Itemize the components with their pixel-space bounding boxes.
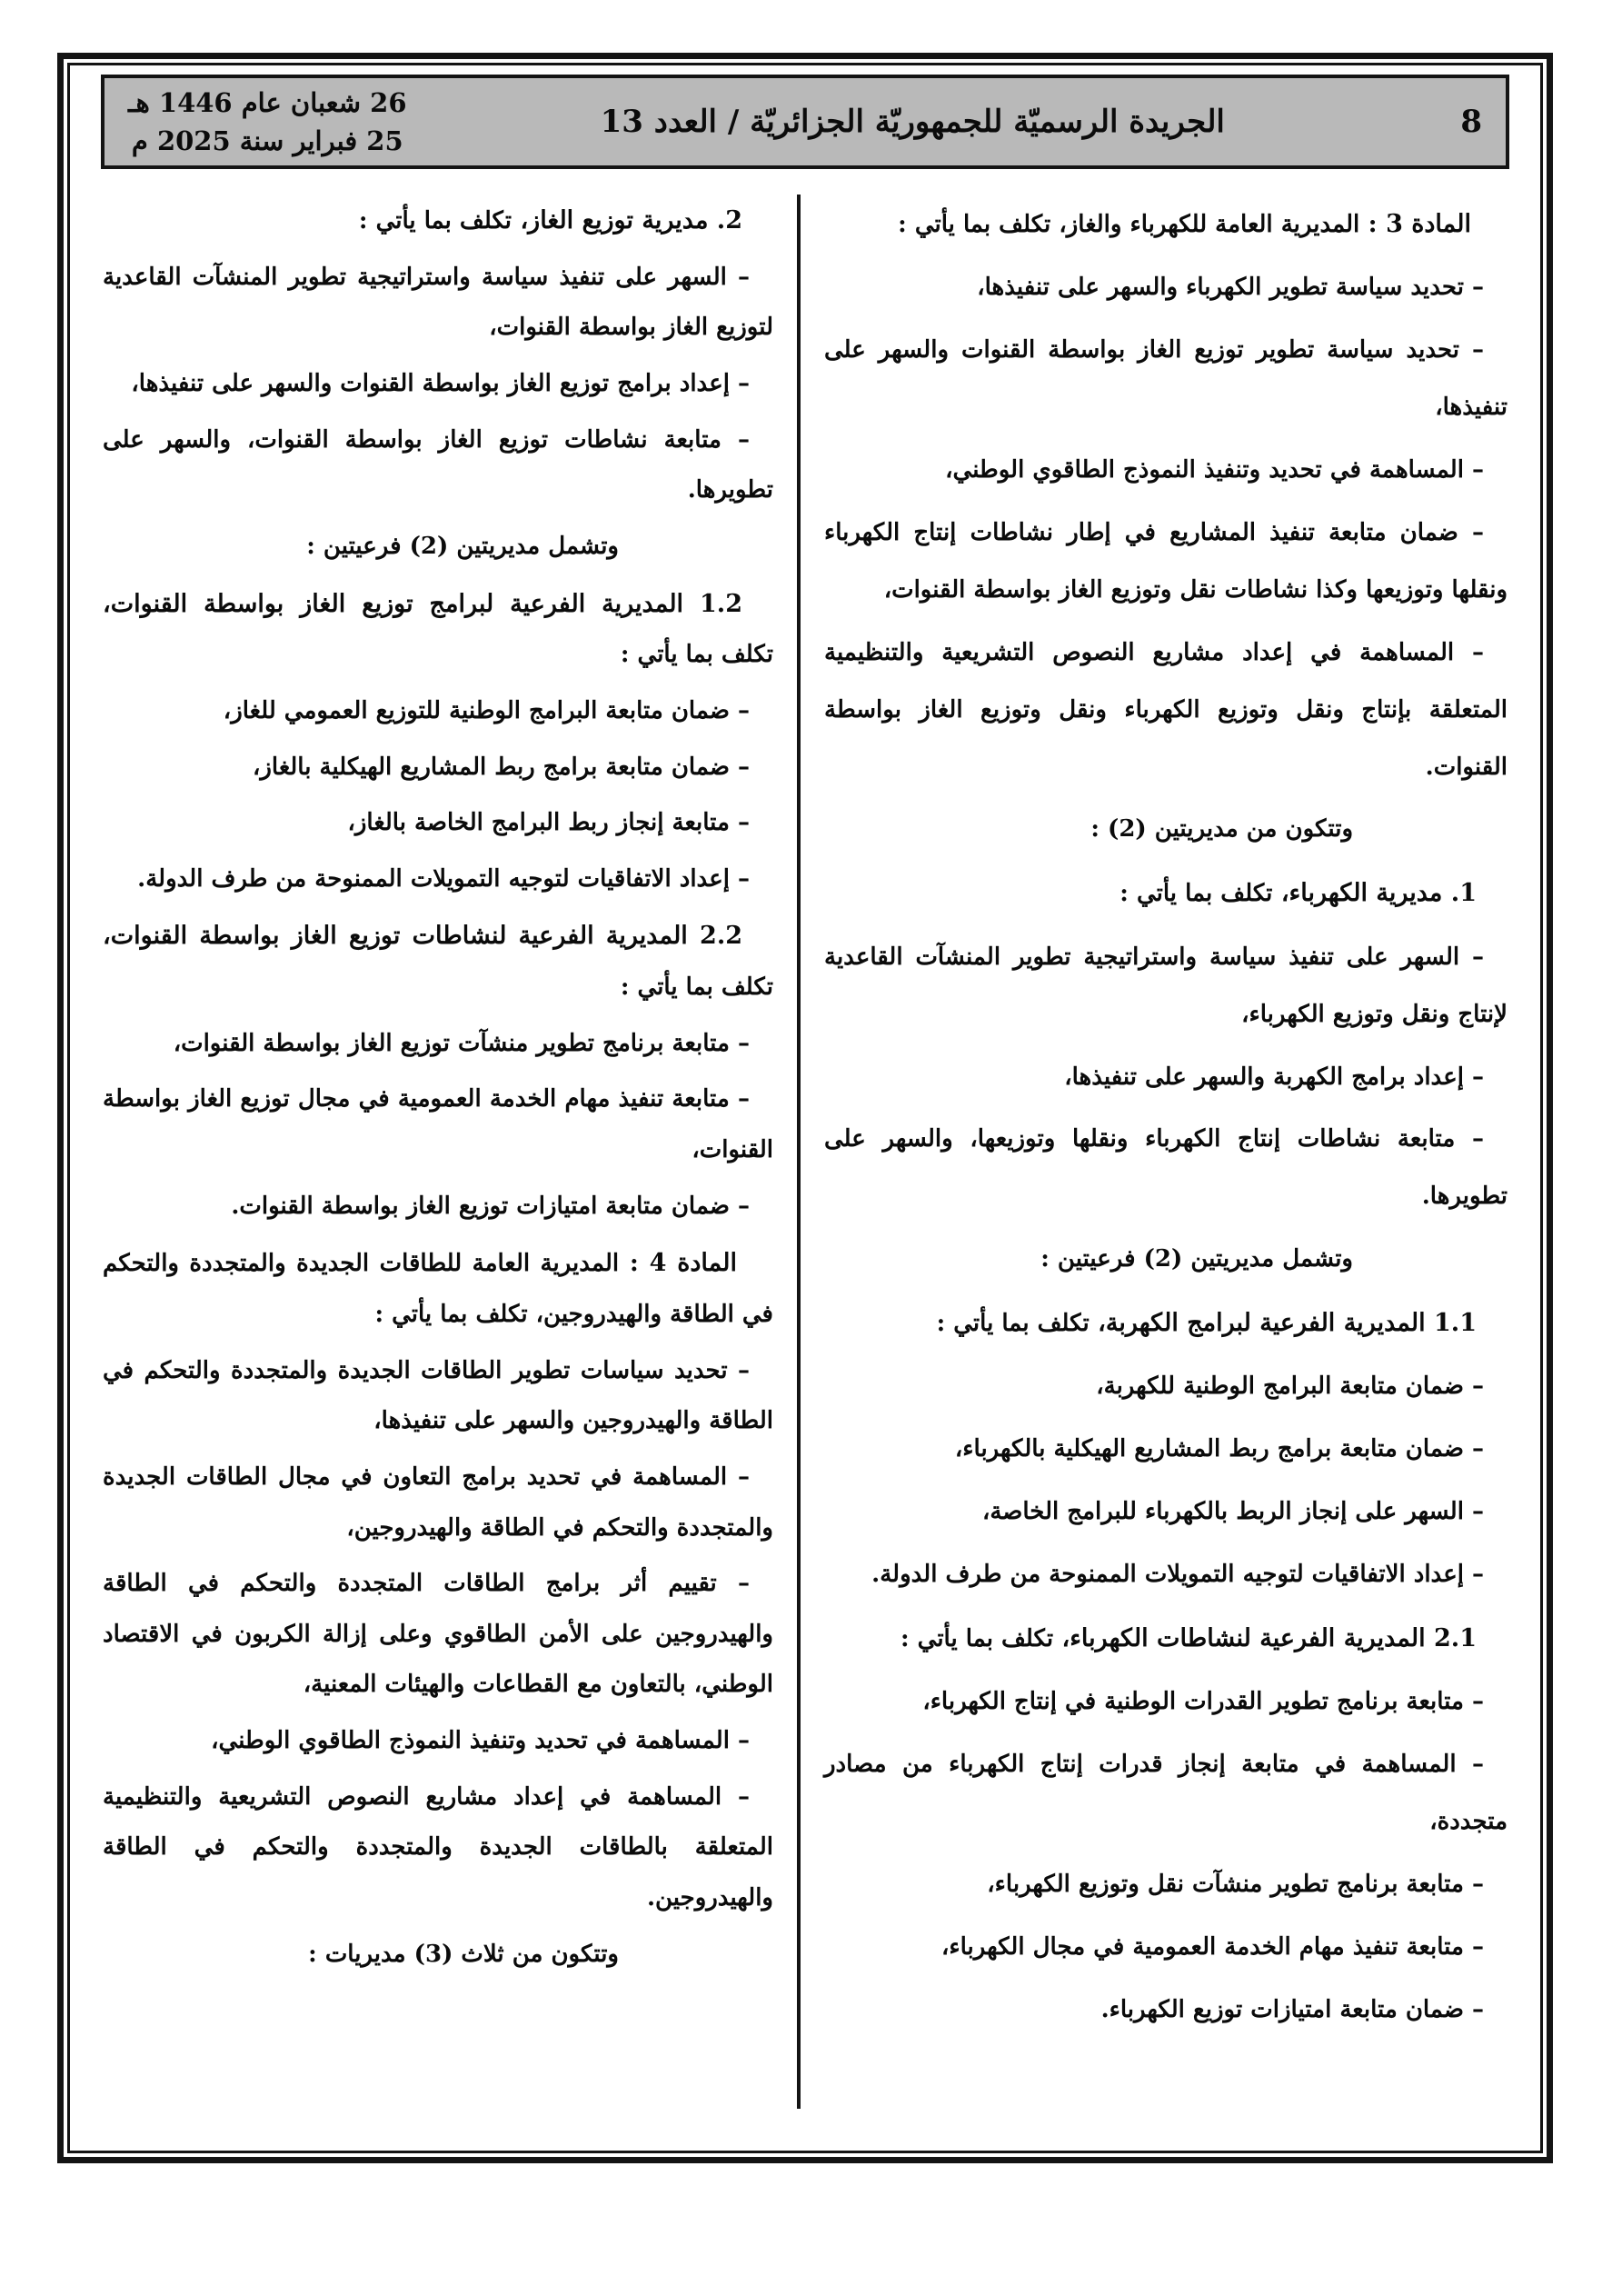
bullet-paragraph: – المساهمة في تحديد وتنفيذ النموذج الطاقوي الوطني، xyxy=(211,1727,750,1755)
bullet-paragraph: – المساهمة في تحديد وتنفيذ النموذج الطاقوي الوطني، xyxy=(945,456,1484,484)
bullet-paragraph: – متابعة نشاطات توزيع الغاز بواسطة القنوات، والسهر على تطويرها. xyxy=(103,425,773,504)
closing-line: وتشمل مديريتين (2) فرعيتين : xyxy=(306,532,619,560)
masthead-banner xyxy=(101,75,1509,169)
heading-lead: 2.2 المديرية الفرعية لنشاطات توزيع الغاز بواسطة القنوات، xyxy=(103,922,743,951)
section-heading: 2.1 المديرية الفرعية لنشاطات الكهرباء، تكلف بما يأتي : xyxy=(901,1624,1477,1653)
section-heading: 1.1 المديرية الفرعية لبرامج الكهربة، تكلف بما يأتي : xyxy=(936,1309,1477,1338)
two-column-body xyxy=(70,169,1540,2114)
page-frame-inner xyxy=(67,63,1543,2153)
heading-lead: 1.1 المديرية الفرعية لبرامج الكهربة، xyxy=(1089,1309,1477,1338)
column-right-article-3 xyxy=(801,184,1520,2114)
bullet-paragraph: – ضمان متابعة تنفيذ المشاريع في إطار نشاطات إنتاج الكهرباء ونقلها وتوزيعها وكذا نشاطات نقل وتوزيع الغاز بواسطة القنوات، xyxy=(824,518,1508,604)
bullet-paragraph: – المساهمة في إعداد مشاريع النصوص التشريعية والتنظيمية المتعلقة بإنتاج ونقل وتوزيع الكهرباء ونقل وتوزيع الغاز بواسطة القنوات. xyxy=(824,638,1508,781)
closing-line: وتتكون من ثلاث (3) مديريات : xyxy=(308,1940,619,1968)
bullet-paragraph: – ضمان متابعة البرامج الوطنية للتوزيع العمومي للغاز، xyxy=(223,696,750,724)
bullet-paragraph: – تقييم أثر برامج الطاقات المتجددة والتحكم في الطاقة والهيدروجين على الأمن الطاقوي وعلى إزالة الكربون في الاقتصاد الوطني، بالتعاون مع القطاعات والهيئات المعنية، xyxy=(103,1570,773,1699)
page-frame xyxy=(57,53,1553,2163)
bullet-paragraph: – ضمان متابعة امتيازات توزيع الكهرباء. xyxy=(1100,1995,1484,2023)
bullet-paragraph: – السهر على إنجاز الربط بالكهرباء للبرامج الخاصة، xyxy=(981,1498,1484,1526)
bullet-paragraph: – تحديد سياسة تطوير توزيع الغاز بواسطة القنوات والسهر على تنفيذها، xyxy=(824,336,1508,422)
article-heading: المادة 4 : المديرية العامة للطاقات الجديدة والمتجددة والتحكم في الطاقة والهيدروجين، تكلف بما يأتي : xyxy=(103,1249,773,1329)
bullet-paragraph: – إعداد برامج توزيع الغاز بواسطة القنوات والسهر على تنفيذها، xyxy=(131,370,750,398)
heading-lead: المادة 4 : xyxy=(619,1249,737,1278)
section-heading: 1. مديرية الكهرباء، تكلف بما يأتي : xyxy=(1119,879,1477,908)
bullet-paragraph: – تحديد سياسات تطوير الطاقات الجديدة والمتجددة والتحكم في الطاقة والهيدروجين والسهر على تنفيذها، xyxy=(103,1356,773,1435)
bullet-paragraph: – السهر على تنفيذ سياسة واستراتيجية تطوير المنشآت القاعدية لإنتاج ونقل وتوزيع الكهرباء، xyxy=(824,943,1508,1028)
bullet-paragraph: – متابعة برنامج تطوير منشآت توزيع الغاز بواسطة القنوات، xyxy=(173,1029,750,1057)
heading-lead: 1.2 المديرية الفرعية لبرامج توزيع الغاز بواسطة القنوات، xyxy=(103,589,742,618)
bullet-paragraph: – إعداد برامج الكهربة والسهر على تنفيذها، xyxy=(1064,1063,1484,1091)
heading-lead: المادة 3 : xyxy=(1359,210,1471,238)
heading-lead: 2.1 المديرية الفرعية لنشاطات الكهرباء، xyxy=(1053,1624,1477,1653)
bullet-paragraph: – متابعة برنامج تطوير منشآت نقل وتوزيع الكهرباء، xyxy=(987,1871,1484,1899)
closing-line: وتشمل مديريتين (2) فرعيتين : xyxy=(1040,1245,1353,1273)
bullet-paragraph: – متابعة برنامج تطوير القدرات الوطنية في إنتاج الكهرباء، xyxy=(922,1688,1484,1716)
bullet-paragraph: – المساهمة في إعداد مشاريع النصوص التشريعية والتنظيمية المتعلقة بالطاقات الجديدة والمتجددة والتحكم في الطاقة والهيدروجين. xyxy=(103,1782,773,1912)
bullet-paragraph: – ضمان متابعة امتيازات توزيع الغاز بواسطة القنوات. xyxy=(231,1192,750,1220)
heading-lead: 1. مديرية الكهرباء، xyxy=(1272,879,1477,908)
bullet-paragraph: – ضمان متابعة برامج ربط المشاريع الهيكلية بالكهرباء، xyxy=(954,1435,1484,1463)
bullet-paragraph: – المساهمة في تحديد برامج التعاون في مجال الطاقات الجديدة والمتجددة والتحكم في الطاقة والهيدروجين، xyxy=(103,1462,773,1542)
closing-line: وتتكون من مديريتين (2) : xyxy=(1090,815,1353,844)
bullet-paragraph: – متابعة إنجاز ربط البرامج الخاصة بالغاز، xyxy=(347,809,750,837)
bullet-paragraph: – المساهمة في متابعة إنجاز قدرات إنتاج الكهرباء من مصادر متجددة، xyxy=(824,1751,1508,1836)
section-heading: 2.2 المديرية الفرعية لنشاطات توزيع الغاز بواسطة القنوات، تكلف بما يأتي : xyxy=(103,922,773,1002)
heading-lead: 2. مديرية توزيع الغاز، xyxy=(512,206,742,235)
bullet-paragraph: – ضمان متابعة البرامج الوطنية للكهربة، xyxy=(1096,1373,1484,1401)
date-gregorian: 25 فبراير سنة 2025 م xyxy=(131,125,403,156)
bullet-paragraph: – إعداد الاتفاقيات لتوجيه التمويلات الممنوحة من طرف الدولة. xyxy=(871,1561,1484,1589)
issue-dates xyxy=(128,84,407,160)
bullet-paragraph: – تحديد سياسة تطوير الكهرباء والسهر على تنفيذها، xyxy=(977,274,1484,302)
article-heading: المادة 3 : المديرية العامة للكهرباء والغاز، تكلف بما يأتي : xyxy=(898,210,1471,238)
page-number: 8 xyxy=(1460,104,1482,140)
column-divider-rule xyxy=(797,195,801,2109)
bullet-paragraph: – متابعة نشاطات إنتاج الكهرباء ونقلها وتوزيعها، والسهر على تطويرها. xyxy=(824,1125,1508,1211)
section-heading: 2. مديرية توزيع الغاز، تكلف بما يأتي : xyxy=(358,206,742,235)
date-hijri: 26 شعبان عام 1446 هـ xyxy=(128,86,407,118)
bullet-paragraph: – السهر على تنفيذ سياسة واستراتيجية تطوير المنشآت القاعدية لتوزيع الغاز بواسطة القنوات، xyxy=(103,263,773,342)
column-left-article-4 xyxy=(97,184,797,2114)
bullet-paragraph: – إعداد الاتفاقيات لتوجيه التمويلات الممنوحة من طرف الدولة. xyxy=(137,864,750,893)
section-heading: 1.2 المديرية الفرعية لبرامج توزيع الغاز بواسطة القنوات، تكلف بما يأتي : xyxy=(103,589,773,669)
bullet-paragraph: – ضمان متابعة برامج ربط المشاريع الهيكلية بالغاز، xyxy=(252,753,750,781)
bullet-paragraph: – متابعة تنفيذ مهام الخدمة العمومية في مجال الكهرباء، xyxy=(940,1933,1484,1962)
gazette-title: الجريدة الرسميّة للجمهوريّة الجزائريّة / العدد 13 xyxy=(600,104,1225,140)
bullet-paragraph: – متابعة تنفيذ مهام الخدمة العمومية في مجال توزيع الغاز بواسطة القنوات، xyxy=(103,1085,773,1164)
